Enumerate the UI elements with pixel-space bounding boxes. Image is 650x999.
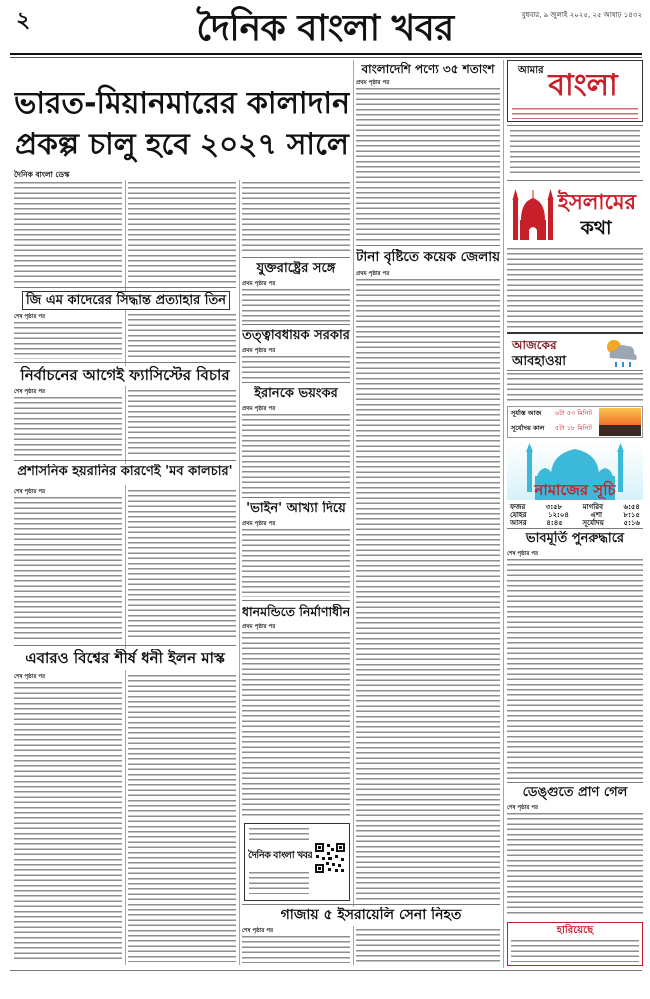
headline-dhanmondi: ধানমন্ডিতে নির্মাণাধীন	[242, 604, 350, 622]
amar-bangla-word-1: আমার	[518, 65, 544, 76]
story-rule	[14, 460, 236, 461]
masthead-name-primary: দৈনিক বাংলা	[196, 7, 380, 49]
sunrise-time: ৫টা ১৮ মিনিট	[555, 424, 592, 432]
prayer-time: ৮:১৫	[623, 511, 640, 519]
lost-notice-title: হারিয়েছে	[556, 925, 594, 936]
prayer-time: ১২:০৪	[547, 511, 569, 519]
masthead-name-accent: খবর	[391, 7, 454, 49]
date-line: বুধবার, ৯ জুলাই ২০২৫, ২৫ আষাঢ় ১৪৩২	[521, 11, 642, 19]
headline-election: নির্বাচনের আগেই ফ্যাসিস্টের বিচার	[14, 366, 236, 386]
section-rule	[507, 782, 643, 783]
jump-label: প্রথম পৃষ্ঠার পর	[242, 281, 276, 287]
article-body-text	[356, 88, 500, 242]
article-body-text	[242, 182, 350, 254]
story-rule	[356, 245, 500, 246]
prayer-name: সূর্যোদয়	[582, 519, 604, 527]
article-body-text	[507, 813, 643, 917]
article-body-text	[242, 356, 350, 380]
jump-label: শেষ পৃষ্ঠার পর	[507, 551, 539, 557]
jump-label: প্রথম পৃষ্ঠার পর	[242, 348, 276, 354]
prayer-name: ফজর	[510, 503, 526, 511]
article-body-text	[242, 936, 350, 963]
story-rule	[14, 287, 236, 288]
ad-tagline	[512, 108, 638, 119]
headline-mob-culture: প্রশাসনিক হয়রানির কারণেই 'মব কালচার'	[14, 464, 236, 485]
headline-musk: এবারও বিশ্বের শীর্ষ ধনী ইলন মাস্ক	[14, 649, 236, 670]
article-body-text	[128, 314, 236, 359]
article-body-text	[128, 182, 236, 285]
article-body-text	[14, 397, 122, 457]
section-rule	[507, 125, 643, 126]
headline-gaza: গাজায় ৫ ইসরায়েলি সেনা নিহত	[242, 907, 500, 926]
footer-rule	[10, 970, 642, 971]
section-rule	[507, 180, 643, 181]
story-rule	[14, 362, 236, 363]
amar-bangla-word-2: বাংলা	[548, 68, 618, 103]
namaz-row	[510, 503, 640, 511]
islam-title-secondary: কথা	[580, 217, 612, 239]
story-rule	[14, 645, 236, 646]
article-body-text	[507, 559, 643, 779]
sunset-time: ৬টা ৫৩ মিনিট	[555, 409, 592, 417]
islam-title-primary: ইসলামের	[557, 190, 637, 214]
weather-title-primary: আজকের	[512, 338, 557, 352]
lead-byline: দৈনিক বাংলা ডেস্ক	[14, 170, 70, 179]
cloud-sun-rain-icon	[600, 336, 640, 368]
lead-headline-line-1: ভারত-মিয়ানমারের কালাদান	[14, 86, 350, 121]
article-body-text	[14, 182, 122, 285]
prayer-name: যোহর	[510, 511, 527, 519]
article-body-text	[242, 529, 350, 597]
headline-dengue: ডেঙ্গুতে প্রাণ গেল	[507, 785, 643, 803]
prayer-time: ৬:৫৪	[623, 503, 640, 511]
sunset-label: সূর্যাস্ত আজ	[511, 409, 542, 417]
prayer-name: মাগরিব	[582, 503, 603, 511]
jump-label: শেষ পৃষ্ঠার পর	[507, 805, 539, 811]
headline-jm-kader: জি এম কাদেরের সিদ্ধান্ত প্রত্যাহার তিন	[22, 291, 230, 310]
sunset-image	[599, 408, 641, 436]
jump-label: প্রথম পৃষ্ঠার পর	[242, 521, 276, 527]
story-rule	[242, 324, 350, 325]
story-rule	[242, 497, 350, 498]
section-rule	[507, 332, 643, 334]
article-body-text	[128, 490, 236, 641]
prayer-time: ৪:৪৫	[546, 519, 563, 527]
namaz-row	[510, 519, 640, 527]
column-rule	[503, 60, 504, 968]
lost-notice-text	[511, 940, 639, 962]
story-rule	[242, 257, 350, 258]
header-rule	[10, 53, 642, 55]
ad-text	[249, 828, 309, 840]
jump-label: প্রথম পৃষ্ঠার পর	[356, 80, 390, 86]
weather-forecast-text	[507, 373, 643, 403]
jump-label: শেষ পৃষ্ঠার পর	[14, 489, 46, 495]
headline-rain: টানা বৃষ্টিতে কয়েক জেলায়	[356, 249, 500, 268]
article-body-text	[356, 929, 500, 963]
article-body-text	[14, 497, 122, 641]
headline-usa: যুক্তরাষ্ট্রের সঙ্গে	[242, 261, 350, 279]
jump-label: প্রথম পৃষ্ঠার পর	[356, 271, 390, 277]
ad-logo: দৈনিক বাংলা খবর	[248, 850, 312, 861]
section-rule	[507, 528, 643, 529]
column-rule	[353, 60, 354, 965]
article-body-text	[14, 322, 122, 359]
sunrise-label: সূর্যোদয় কাল	[511, 424, 545, 432]
quote-text	[510, 130, 640, 176]
headline-vine: 'ভাইন' আখ্যা দিয়ে	[242, 501, 350, 519]
mosque-icon	[511, 185, 555, 241]
article-body-text	[356, 279, 500, 900]
jump-label: প্রথম পৃষ্ঠার পর	[242, 406, 276, 412]
prayer-time: ৩:৫৮	[545, 503, 563, 511]
article-body-text	[507, 248, 643, 330]
article-body-text	[14, 682, 122, 962]
page-number: ২	[16, 8, 31, 33]
article-body-text	[242, 632, 350, 818]
article-body-text	[128, 675, 236, 962]
prayer-name: আসর	[510, 519, 527, 527]
article-body-text	[242, 414, 350, 495]
jump-label: শেষ পৃষ্ঠার পর	[242, 928, 274, 934]
jump-label: প্রথম পৃষ্ঠার পর	[242, 624, 276, 630]
header-rule-thin	[10, 57, 642, 58]
headline-tariff: বাংলাদেশি পণ্যে ৩৫ শতাংশ	[356, 62, 500, 78]
ad-text	[249, 872, 309, 894]
namaz-title: নামাজের সূচি	[534, 481, 616, 499]
jump-label: শেষ পৃষ্ঠার পর	[14, 314, 46, 320]
namaz-times-table	[510, 503, 640, 527]
section-rule	[507, 370, 643, 371]
headline-caretaker: তত্ত্বাবধায়ক সরকার	[242, 328, 350, 346]
article-body-text	[242, 289, 350, 322]
weather-title-secondary: আবহাওয়া	[512, 354, 566, 369]
headline-iran: ইরানকে ভয়ংকর	[242, 386, 350, 404]
story-rule	[242, 904, 500, 905]
story-rule	[242, 600, 350, 601]
story-rule	[242, 382, 350, 383]
jump-label: শেষ পৃষ্ঠার পর	[14, 674, 46, 680]
headline-image-restore: ভাবমূর্তি পুনরুদ্ধারে	[507, 531, 643, 549]
namaz-row	[510, 511, 640, 519]
jump-label: শেষ পৃষ্ঠার পর	[14, 389, 46, 395]
article-body-text	[128, 390, 236, 457]
qr-code-icon	[314, 842, 346, 874]
lead-headline-line-2: প্রকল্প চালু হবে ২০২৭ সালে	[15, 127, 349, 161]
prayer-name: এশা	[590, 511, 602, 519]
prayer-time: ৫:১৬	[623, 519, 640, 527]
column-rule	[239, 180, 240, 965]
